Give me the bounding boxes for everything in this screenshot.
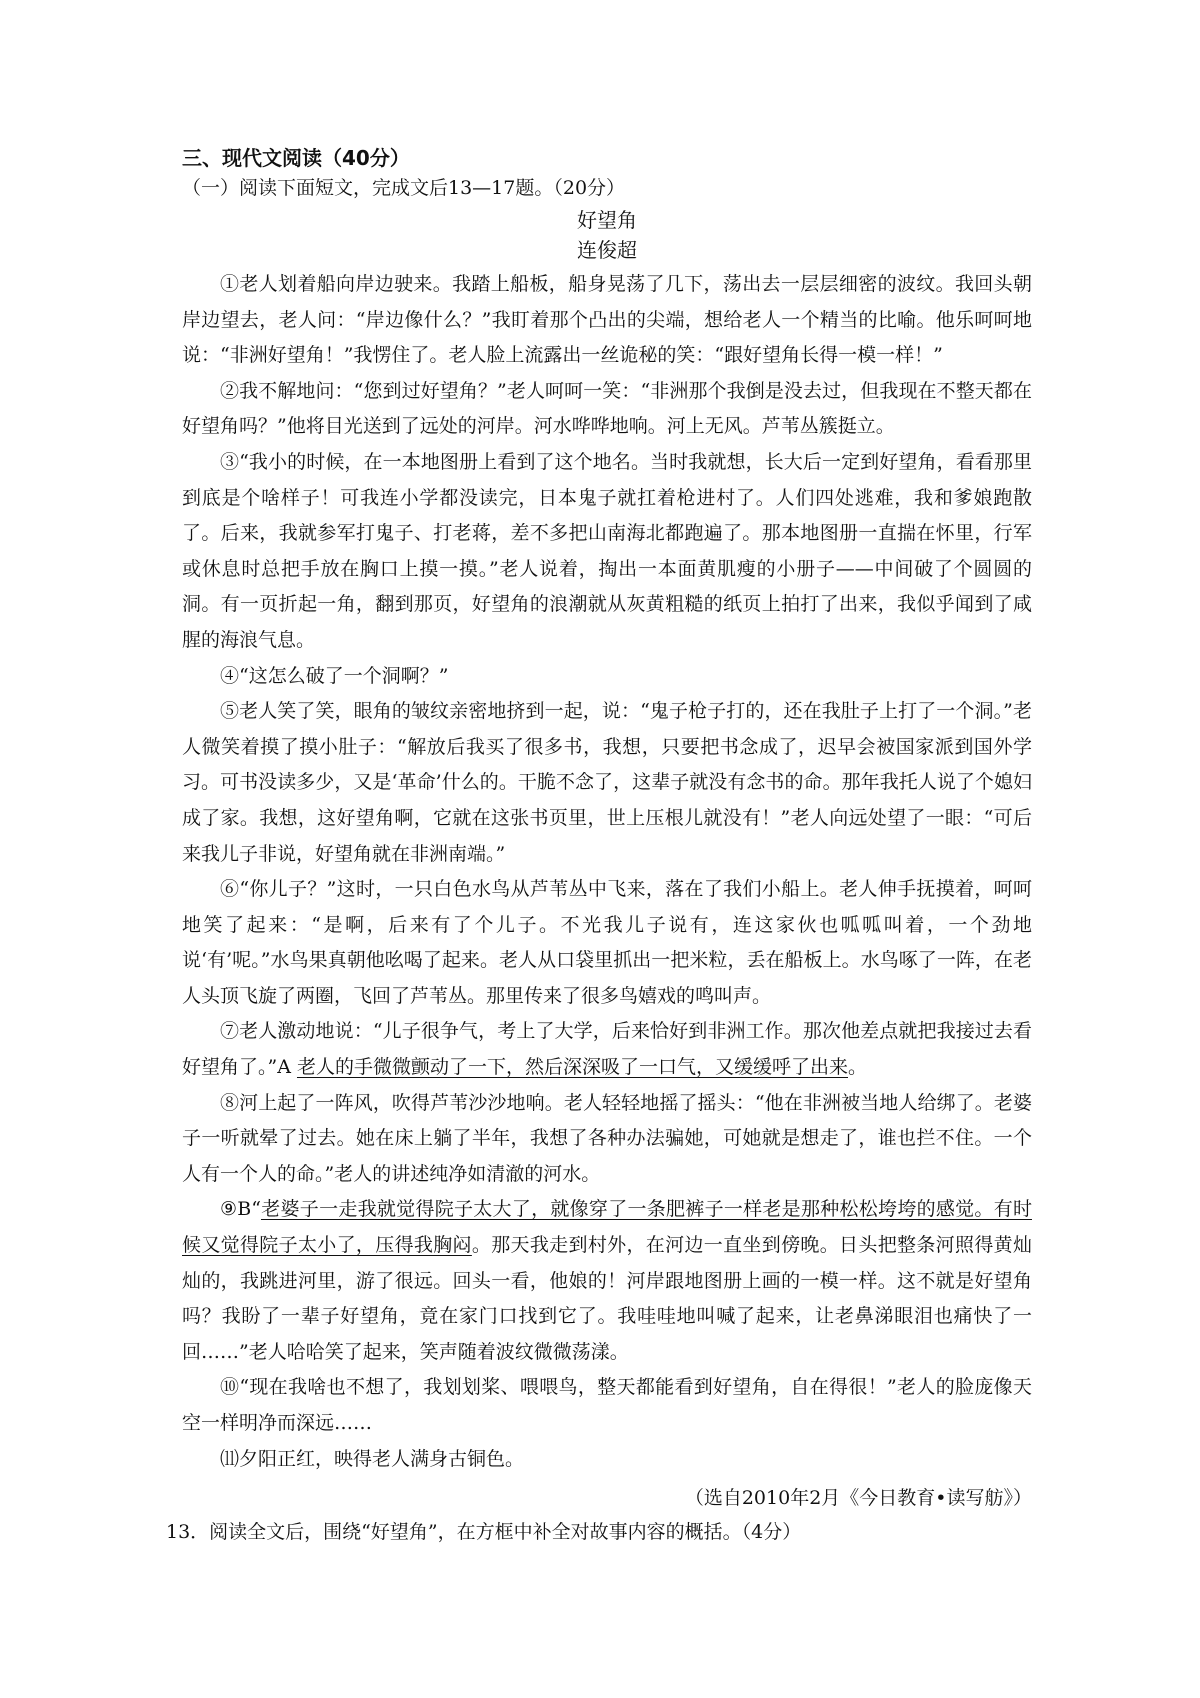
section-title: 三、现代文阅读（40分） (182, 146, 410, 170)
paragraph-9-text: 。那天我走到村外，在河边一直坐到傍晚。日头把整条河照得黄灿灿的，我跳进河里，游了很远。回头一看，他娘的！河岸跟地图册上画的一模一样。这不就是好望角吗？我盼了一辈子好望角，竟在家门口找到它了。我哇哇地叫喊了起来，让老鼻涕眼泪也痛快了一回……”老人哈哈笑了起来，笑声随着波纹微微荡漾。 (182, 1234, 1032, 1363)
reading-intro: （一）阅读下面短文，完成文后13—17题。（20分） (182, 177, 626, 199)
paragraph-1: ①老人划着船向岸边驶来。我踏上船板，船身晃荡了几下，荡出去一层层细密的波纹。我回头朝岸边望去，老人问：“岸边像什么？”我盯着那个凸出的尖端，想给老人一个精当的比喻。他乐呵呵地说：“非洲好望角！”我愣住了。老人脸上流露出一丝诡秘的笑：“跟好望角长得一模一样！” (182, 273, 1032, 367)
underlined-sentence-b: 老婆子一走我就觉得院子太大了，就像穿了一条肥裤子一样老是那种松松垮垮的感觉。有时候又觉得院子太小了，压得我胸闷 (182, 1198, 1032, 1257)
paragraph-7-end: 。 (848, 1056, 868, 1079)
paragraph-3: ③“我小的时候，在一本地图册上看到了这个地名。当时我就想，长大后一定到好望角，看看那里到底是个啥样子！可我连小学都没读完，日本鬼子就扛着枪进村了。人们四处逃难，我和爹娘跑散了。后来，我就参军打鬼子、打老蒋，差不多把山南海北都跑遍了。那本地图册一直揣在怀里，行军或休息时总把手放在胸口上摸一摸。”老人说着，掏出一本面黄肌瘦的小册子——中间破了个圆圆的洞。有一页折起一角，翻到那页，好望角的浪潮就从灰黄粗糙的纸页上拍打了出来，我似乎闻到了咸腥的海浪气息。 (182, 450, 1032, 651)
paragraph-9-start: ⑨B“ (220, 1198, 261, 1221)
paragraph-4: ④“这怎么破了一个洞啊？” (220, 664, 449, 687)
paragraph-2: ②我不解地问：“您到过好望角？”老人呵呵一笑：“非洲那个我倒是没去过，但我现在不整天都在好望角吗？”他将目光送到了远处的河岸。河水哗哗地响。河上无风。芦苇丛簇挺立。 (182, 379, 1032, 438)
question-13: 13．阅读全文后，围绕“好望角”，在方框中补全对故事内容的概括。（4分） (166, 1521, 802, 1544)
underlined-sentence-a: 老人的手微微颤动了一下，然后深深吸了一口气，又缓缓呼了出来 (296, 1056, 848, 1079)
article-title: 好望角 (577, 208, 637, 232)
reading-section (166, 143, 1032, 1549)
paragraph-9 (182, 1192, 1032, 1370)
paragraph-6: ⑥“你儿子？”这时，一只白色水鸟从芦苇丛中飞来，落在了我们小船上。老人伸手抚摸着，呵呵地笑了起来：“是啊，后来有了个儿子。不光我儿子说有，连这家伙也呱呱叫着，一个劲地说‘有’呢。”水鸟果真朝他吆喝了起来。老人从口袋里抓出一把米粒，丢在船板上。水鸟啄了一阵，在老人头顶飞旋了两圈，飞回了芦苇丛。那里传来了很多鸟嬉戏的鸣叫声。 (182, 878, 1032, 1007)
paragraph-8: ⑧河上起了一阵风，吹得芦苇沙沙地响。老人轻轻地摇了摇头：“他在非洲被当地人给绑了。老婆子一听就晕了过去。她在床上躺了半年，我想了各种办法骗她，可她就是想走了，谁也拦不住。一个人有一个人的命。”老人的讲述纯净如清澈的河水。 (182, 1091, 1032, 1185)
paragraph-11: ⑾夕阳正红，映得老人满身古铜色。 (220, 1447, 525, 1470)
source-citation: （选自2010年2月《今日教育•读写舫》） (684, 1487, 1032, 1510)
paragraph-7-text: ⑦老人激动地说：“儿子很争气，考上了大学，后来恰好到非洲工作。那次他差点就把我接过去看好望角了。”A (182, 1020, 1032, 1079)
paragraph-5: ⑤老人笑了笑，眼角的皱纹亲密地挤到一起，说：“鬼子枪子打的，还在我肚子上打了一个洞。”老人微笑着摸了摸小肚子：“解放后我买了很多书，我想，只要把书念成了，迟早会被国家派到国外学习。可书没读多少，又是‘革命’什么的。干脆不念了，这辈子就没有念书的命。那年我托人说了个媳妇成了家。我想，这好望角啊，它就在这张书页里，世上压根儿就没有！”老人向远处望了一眼：“可后来我儿子非说，好望角就在非洲南端。” (182, 700, 1032, 865)
paragraph-7 (182, 1014, 1032, 1085)
paragraph-10: ⑩“现在我啥也不想了，我划划桨、喂喂鸟，整天都能看到好望角，自在得很！”老人的脸庞像天空一样明净而深远…… (182, 1376, 1032, 1434)
article-author: 连俊超 (577, 238, 637, 262)
